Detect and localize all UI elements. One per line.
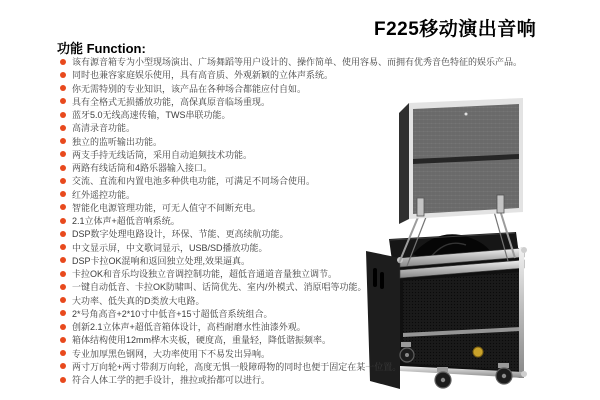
feature-item (60, 227, 522, 240)
function-heading: 功能 Function: (57, 41, 146, 56)
bullet-icon (60, 324, 66, 330)
feature-text: 红外遥控功能。 (72, 189, 136, 200)
feature-item (60, 360, 522, 373)
feature-item (60, 267, 522, 280)
feature-item (60, 174, 522, 187)
bullet-icon (60, 231, 66, 237)
bullet-icon (60, 151, 66, 157)
bullet-icon (60, 377, 66, 383)
bullet-icon (60, 297, 66, 303)
page-title: F225移动演出音响 (374, 19, 537, 40)
bullet-icon (60, 244, 66, 250)
feature-text: 蓝牙5.0无线高速传输，TWS串联功能。 (72, 110, 231, 121)
feature-item (60, 121, 522, 134)
feature-text: 两寸万向轮+两寸带刹万向轮，高度无惧一般障碍物的同时也便于固定在某一位置。 (72, 361, 402, 372)
feature-item (60, 148, 522, 161)
feature-item (60, 373, 522, 386)
bullet-icon (60, 271, 66, 277)
feature-text: DSP卡拉OK混响和返回独立处理,效果逼真。 (72, 255, 251, 266)
feature-text: 2.1立体声+超低音响系统。 (72, 216, 180, 227)
feature-item (60, 320, 522, 333)
feature-text: 你无需特别的专业知识，该产品在各种场合都能应付自如。 (72, 83, 307, 94)
feature-item (60, 161, 522, 174)
bullet-icon (60, 85, 66, 91)
feature-text: 中文显示屏，中文歌词显示，USB/SD播放功能。 (72, 242, 268, 253)
bullet-icon (60, 218, 66, 224)
feature-item (60, 347, 522, 360)
bullet-icon (60, 257, 66, 263)
bullet-icon (60, 138, 66, 144)
feature-text: 同时也兼容家庭娱乐使用，具有高音质、外观新颖的立体声系统。 (72, 70, 334, 81)
feature-item (60, 68, 522, 81)
feature-text: 两支手持无线话筒，采用自动追频技术功能。 (72, 149, 253, 160)
feature-item (60, 307, 522, 320)
feature-item (60, 280, 522, 293)
bullet-icon (60, 125, 66, 131)
bullet-icon (60, 204, 66, 210)
feature-text: 2*号角高音+2*10寸中低音+15寸超低音系统组合。 (72, 308, 273, 319)
feature-item (60, 135, 522, 148)
bullet-icon (60, 59, 66, 65)
bullet-icon (60, 363, 66, 369)
bullet-icon (60, 178, 66, 184)
feature-item (60, 241, 522, 254)
bullet-icon (60, 337, 66, 343)
bullet-icon (60, 98, 66, 104)
feature-text: 智能化电源管理功能，可无人值守不间断充电。 (72, 202, 262, 213)
feature-text: 卡拉OK和音乐均设独立音调控制功能，超低音通道音量独立调节。 (72, 269, 338, 280)
feature-text: 创新2.1立体声+超低音箱体设计，高档耐磨水性油漆外观。 (72, 322, 306, 333)
feature-text: 专业加厚黑色钢网，大功率使用下不易发出异响。 (72, 348, 271, 359)
feature-item (60, 214, 522, 227)
bullet-icon (60, 191, 66, 197)
feature-list (60, 55, 522, 386)
feature-item (60, 254, 522, 267)
feature-text: 交流、直流和内置电池多种供电功能，可满足不同场合使用。 (72, 176, 316, 187)
feature-item (60, 108, 522, 121)
feature-text: 大功率、低失真的D类放大电路。 (72, 295, 205, 306)
bullet-icon (60, 284, 66, 290)
feature-item (60, 333, 522, 346)
feature-text: 独立的监听输出功能。 (72, 136, 163, 147)
feature-item (60, 82, 522, 95)
feature-item (60, 55, 522, 68)
feature-item (60, 294, 522, 307)
feature-text: 该有源音箱专为小型现场演出、广场舞蹈等用户设计的、操作简单、使用容易、而拥有优秀音色特征的娱乐产品。 (72, 57, 523, 68)
feature-text: 箱体结构使用12mm桦木夹板，硬度高，重量轻，降低谐振频率。 (72, 335, 332, 346)
feature-text: 具有全格式无损播放功能，高保真原音临场重现。 (72, 96, 271, 107)
feature-text: DSP数字处理电路设计，环保、节能、更高续航功能。 (72, 229, 289, 240)
feature-text: 两路有线话筒和4路乐器输入接口。 (72, 163, 213, 174)
bullet-icon (60, 165, 66, 171)
bullet-icon (60, 310, 66, 316)
feature-text: 符合人体工学的把手设计，推拉或抬都可以进行。 (72, 375, 271, 386)
bullet-icon (60, 350, 66, 356)
feature-text: 一键自动低音、卡拉OK防啸叫、话筒优先、室内/外模式、消原唱等功能。 (72, 282, 367, 293)
feature-item (60, 201, 522, 214)
feature-item (60, 188, 522, 201)
bullet-icon (60, 72, 66, 78)
feature-text: 高清录音功能。 (72, 123, 136, 134)
bullet-icon (60, 112, 66, 118)
feature-item (60, 95, 522, 108)
